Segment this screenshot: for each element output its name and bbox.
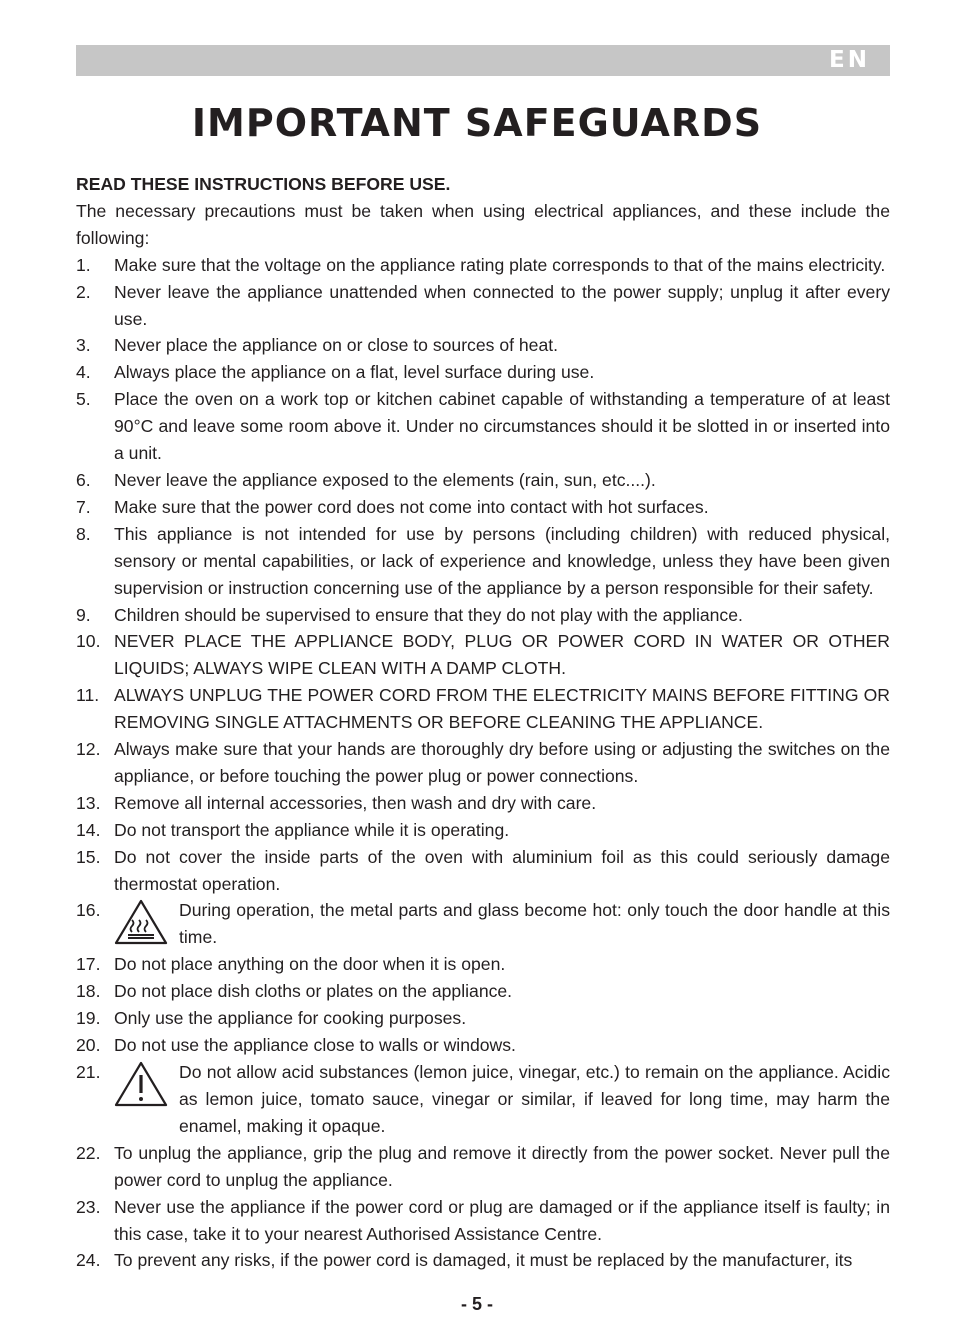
hot-surface-icon (114, 898, 168, 946)
item-text: Never use the appliance if the power cord or plug are damaged or if the appliance itself is faulty; in this case, take it to your nearest Authorised Assistance Centre. (114, 1196, 890, 1244)
item-text: Do not place dish cloths or plates on the appliance. (114, 981, 513, 1002)
item-number: 15. (76, 846, 101, 867)
header-bar (76, 45, 890, 76)
item-text: Always place the appliance on a flat, level surface during use. (114, 362, 595, 383)
list-item (76, 359, 890, 386)
item-text: Only use the appliance for cooking purposes. (114, 1008, 467, 1029)
list-item (76, 844, 890, 898)
list-item (76, 978, 890, 1005)
list-item (76, 951, 890, 978)
item-text: ALWAYS UNPLUG THE POWER CORD FROM THE ELECTRICITY MAINS BEFORE FITTING OR REMOVING SINGLE ATTACHMENTS OR BEFORE CLEANING THE APPLIANCE. (114, 685, 890, 733)
item-number: 24. (76, 1250, 101, 1271)
warning-icon (114, 1060, 168, 1108)
item-number: 20. (76, 1035, 101, 1056)
list-item (76, 1005, 890, 1032)
item-number: 12. (76, 739, 101, 760)
item-text: Place the oven on a work top or kitchen cabinet capable of withstanding a temperature of at least 90°C and leave some room above it. Under no circumstances should it be slotted in or inserted into a unit. (114, 389, 890, 464)
item-number: 1. (76, 254, 91, 275)
item-number: 17. (76, 954, 101, 975)
list-item (76, 1059, 890, 1140)
item-number: 23. (76, 1196, 101, 1217)
list-item (76, 817, 890, 844)
page-title: IMPORTANT SAFEGUARDS (191, 101, 763, 145)
item-text: This appliance is not intended for use by persons (including children) with reduced physical, sensory or mental capabilities, or lack of experience and knowledge, unless they have been given supervision or instruction concerning use of the appliance by a person responsible for their safety. (114, 523, 890, 598)
list-item (76, 628, 890, 682)
item-text: Remove all internal accessories, then wash and dry with care. (114, 792, 597, 813)
list-item (76, 736, 890, 790)
list-item (76, 332, 890, 359)
item-number: 13. (76, 792, 101, 813)
item-number: 16. (76, 900, 101, 921)
language-code: EN (829, 47, 870, 73)
list-item (76, 279, 890, 333)
list-item (76, 790, 890, 817)
item-number: 22. (76, 1142, 101, 1163)
item-text: Never leave the appliance unattended when connected to the power supply; unplug it after every use. (114, 281, 890, 329)
item-text: Never place the appliance on or close to sources of heat. (114, 335, 559, 356)
list-item (76, 252, 890, 279)
list-item (76, 682, 890, 736)
item-text: Do not transport the appliance while it is operating. (114, 819, 510, 840)
item-number: 9. (76, 604, 91, 625)
section-heading: READ THESE INSTRUCTIONS BEFORE USE. (76, 174, 451, 194)
list-item (76, 1140, 890, 1194)
list-item (76, 1032, 890, 1059)
item-number: 5. (76, 389, 91, 410)
item-number: 14. (76, 819, 101, 840)
item-number: 18. (76, 981, 101, 1002)
page-number: - 5 - (460, 1294, 493, 1314)
safeguards-content (76, 171, 890, 1274)
item-text: Children should be supervised to ensure that they do not play with the appliance. (114, 604, 743, 625)
item-text: To unplug the appliance, grip the plug and remove it directly from the power socket. Never pull the power cord to unplug the appliance. (114, 1142, 890, 1190)
intro-paragraph: The necessary precautions must be taken when using electrical appliances, and these include the following: (76, 200, 890, 248)
item-text: Never leave the appliance exposed to the elements (rain, sun, etc....). (114, 469, 656, 490)
item-text: Make sure that the voltage on the appliance rating plate corresponds to that of the mains electricity. (114, 254, 886, 275)
item-number: 11. (76, 685, 100, 706)
list-item (76, 602, 890, 629)
list-item (76, 1247, 890, 1274)
item-text: Do not allow acid substances (lemon juice, vinegar, etc.) to remain on the appliance. Acidic as lemon juice, tomato sauce, vinegar or similar, if leaved for long time, may harm the enamel, making it opaque. (179, 1062, 890, 1136)
item-text: NEVER PLACE THE APPLIANCE BODY, PLUG OR POWER CORD IN WATER OR OTHER LIQUIDS; ALWAYS WIPE CLEAN WITH A DAMP CLOTH. (114, 631, 890, 679)
item-text: Always make sure that your hands are thoroughly dry before using or adjusting the switches on the appliance, or before touching the power plug or power connections. (114, 739, 890, 786)
list-item (76, 494, 890, 521)
item-number: 19. (76, 1008, 101, 1029)
item-number: 7. (76, 496, 91, 517)
item-text: Do not use the appliance close to walls or windows. (114, 1035, 516, 1056)
item-number: 10. (76, 631, 101, 652)
item-text: Make sure that the power cord does not come into contact with hot surfaces. (114, 496, 709, 517)
item-number: 4. (76, 362, 91, 383)
list-item (76, 1194, 890, 1248)
item-number: 21. (76, 1062, 101, 1083)
list-item (76, 386, 890, 467)
list-item (76, 467, 890, 494)
list-item (76, 897, 890, 951)
item-number: 3. (76, 335, 91, 356)
item-text: Do not place anything on the door when it is open. (114, 954, 506, 975)
item-text: To prevent any risks, if the power cord is damaged, it must be replaced by the manufacturer, its (114, 1250, 853, 1271)
list-item (76, 521, 890, 602)
item-number: 2. (76, 281, 91, 302)
item-text: During operation, the metal parts and glass become hot: only touch the door handle at this time. (179, 900, 890, 948)
item-text: Do not cover the inside parts of the oven with aluminium foil as this could seriously damage thermostat operation. (114, 846, 890, 894)
item-number: 6. (76, 469, 91, 490)
item-number: 8. (76, 523, 91, 544)
safeguards-list (76, 252, 890, 1275)
